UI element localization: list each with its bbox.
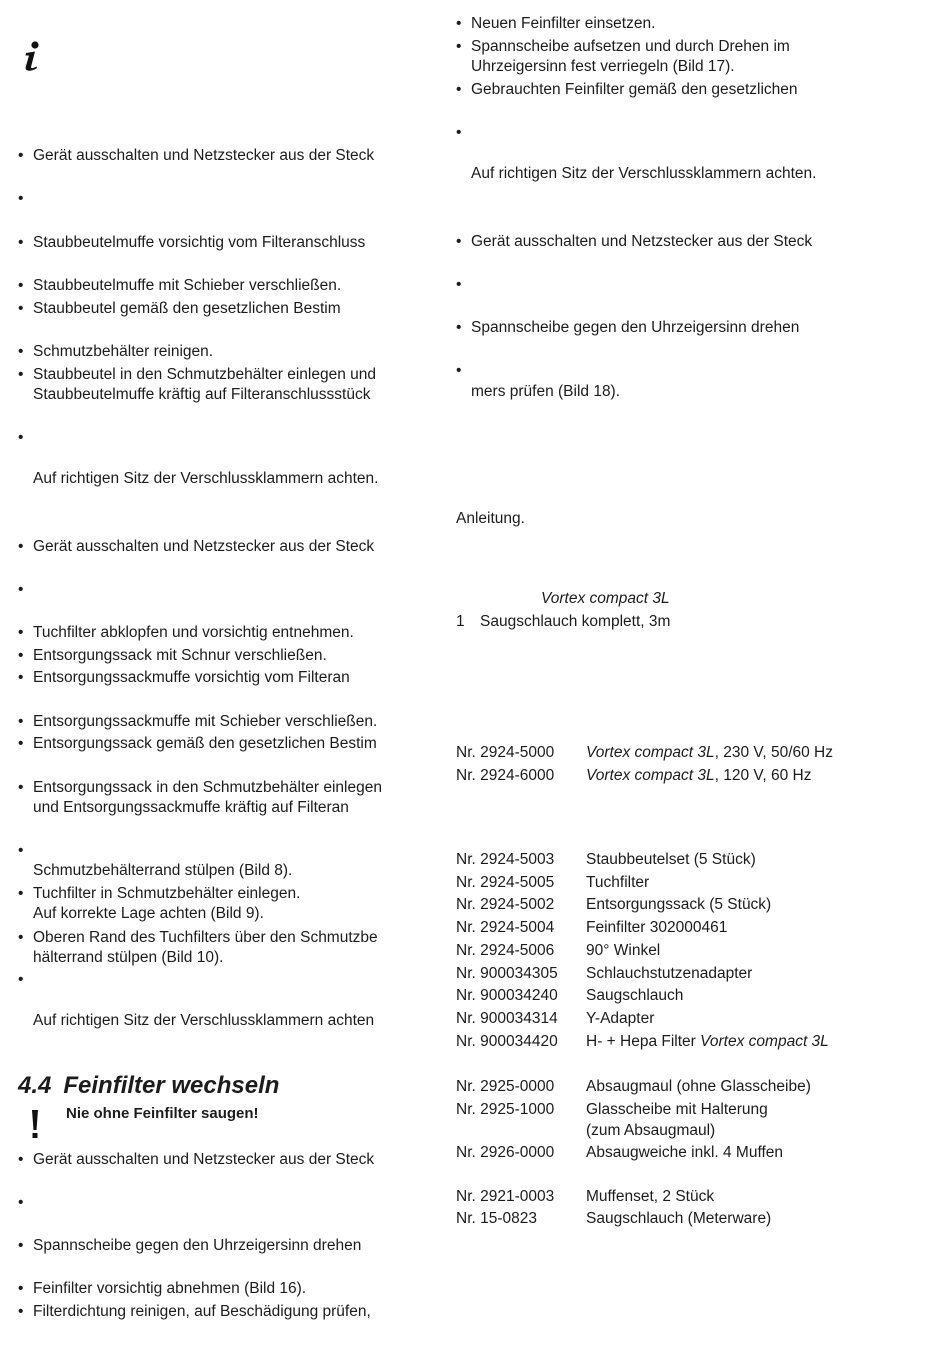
accessory-nr: Nr. 2925-0000 (456, 1078, 555, 1095)
part-nr: Nr. 900034420 (456, 1033, 558, 1050)
bullet: • (456, 319, 462, 336)
list-item: Entsorgungssack mit Schnur verschließen. (33, 647, 327, 664)
warning-text: Nie ohne Feinfilter saugen! (66, 1105, 259, 1122)
list-item: Staubbeutel in den Schmutzbehälter einlegen und (33, 366, 376, 383)
list-item: Gerät ausschalten und Netzstecker aus der Steck (33, 1151, 375, 1168)
model-desc: Vortex compact 3L, 230 V, 50/60 Hz (586, 744, 834, 761)
bullet: • (18, 669, 24, 686)
list-item-cont: und Entsorgungssackmuffe kräftig auf Filteran (33, 799, 349, 816)
bullet: • (18, 1237, 24, 1254)
part-desc: Staubbeutelset (5 Stück) (586, 851, 756, 868)
accessory-desc: Absaugmaul (ohne Glasscheibe) (586, 1078, 811, 1095)
part-nr: Nr. 900034240 (456, 987, 558, 1004)
accessory-nr: Nr. 2925-1000 (456, 1101, 555, 1118)
list-item: Tuchfilter in Schmutzbehälter einlegen. (33, 885, 301, 902)
bullet: • (18, 713, 24, 730)
text-line: Auf richtigen Sitz der Verschlussklammern achten. (33, 470, 379, 487)
bullet: • (456, 233, 462, 250)
part-desc: 90° Winkel (586, 942, 661, 959)
bullet: • (456, 81, 462, 98)
bullet: • (18, 234, 24, 251)
part-desc: Y-Adapter (586, 1010, 655, 1027)
part-desc: Schlauchstutzenadapter (586, 965, 753, 982)
bullet: • (456, 276, 462, 293)
model-nr: Nr. 2924-6000 (456, 767, 555, 784)
bullet: • (18, 147, 24, 164)
extra-desc: Muffenset, 2 Stück (586, 1188, 715, 1205)
list-item-cont: Uhrzeigersinn fest verriegeln (Bild 17). (471, 58, 735, 75)
text-line: Auf richtigen Sitz der Verschlussklammern achten (33, 1012, 375, 1029)
list-item: Gerät ausschalten und Netzstecker aus der Steck (33, 147, 375, 164)
part-nr: Nr. 2924-5004 (456, 919, 555, 936)
list-item-cont: Staubbeutelmuffe kräftig auf Filteranschlussstück (33, 386, 371, 403)
bullet: • (18, 885, 24, 902)
bullet: • (18, 1280, 24, 1297)
text-line: Anleitung. (456, 510, 525, 527)
bullet: • (18, 647, 24, 664)
part-nr: Nr. 2924-5002 (456, 896, 555, 913)
extra-nr: Nr. 15-0823 (456, 1210, 537, 1227)
accessory-desc: Glasscheibe mit Halterung (586, 1101, 768, 1118)
list-item: Staubbeutel gemäß den gesetzlichen Bestim (33, 300, 341, 317)
bullet: • (18, 929, 24, 946)
bullet: • (18, 971, 24, 988)
list-item: Gerät ausschalten und Netzstecker aus der Steck (33, 538, 375, 555)
part-desc: Saugschlauch (586, 987, 684, 1004)
list-item-cont: mers prüfen (Bild 18). (471, 383, 621, 400)
list-item: Neuen Feinfilter einsetzen. (471, 15, 656, 32)
model-desc: Vortex compact 3L, 120 V, 60 Hz (586, 767, 812, 784)
bullet: • (18, 779, 24, 796)
part-desc: H- + Hepa Filter Vortex compact 3L (586, 1033, 829, 1050)
list-item: Tuchfilter abklopfen und vorsichtig entnehmen. (33, 624, 354, 641)
part-desc: Feinfilter 302000461 (586, 919, 728, 936)
part-desc: Tuchfilter (586, 874, 650, 891)
list-item: Gerät ausschalten und Netzstecker aus der Steck (471, 233, 813, 250)
scope-qty: 1 (456, 613, 465, 630)
bullet: • (18, 1194, 24, 1211)
list-item-cont: Schmutzbehälterrand stülpen (Bild 8). (33, 862, 293, 879)
part-nr: Nr. 900034314 (456, 1010, 558, 1027)
list-item: Gebrauchten Feinfilter gemäß den gesetzlichen (471, 81, 798, 98)
bullet: • (456, 124, 462, 141)
bullet: • (18, 277, 24, 294)
list-item: Entsorgungssack gemäß den gesetzlichen Bestim (33, 735, 377, 752)
bullet: • (18, 1303, 24, 1320)
list-item: Schmutzbehälter reinigen. (33, 343, 214, 360)
bullet: • (18, 581, 24, 598)
bullet: • (18, 300, 24, 317)
text-line: Auf richtigen Sitz der Verschlussklammern achten. (471, 165, 817, 182)
accessory-desc-cont: (zum Absaugmaul) (586, 1122, 716, 1139)
info-icon (22, 40, 44, 72)
scope-product: Vortex compact 3L (541, 590, 670, 607)
bullet: • (18, 366, 24, 383)
bullet: • (18, 842, 24, 859)
list-item-cont: hälterrand stülpen (Bild 10). (33, 949, 224, 966)
list-item: Spannscheibe aufsetzen und durch Drehen im (471, 38, 790, 55)
list-item: Entsorgungssack in den Schmutzbehälter einlegen (33, 779, 382, 796)
list-item: Spannscheibe gegen den Uhrzeigersinn drehen (471, 319, 800, 336)
bullet: • (18, 624, 24, 641)
extra-desc: Saugschlauch (Meterware) (586, 1210, 772, 1227)
list-item: Oberen Rand des Tuchfilters über den Schmutzbe (33, 929, 378, 946)
model-nr: Nr. 2924-5000 (456, 744, 555, 761)
part-nr: Nr. 900034305 (456, 965, 558, 982)
bullet: • (18, 429, 24, 446)
bullet: • (456, 38, 462, 55)
list-item: Filterdichtung reinigen, auf Beschädigung prüfen, (33, 1303, 371, 1320)
part-nr: Nr. 2924-5003 (456, 851, 555, 868)
scope-item: Saugschlauch komplett, 3m (480, 613, 671, 630)
bullet: • (456, 15, 462, 32)
list-item: Feinfilter vorsichtig abnehmen (Bild 16). (33, 1280, 307, 1297)
bullet: • (18, 735, 24, 752)
part-nr: Nr. 2924-5006 (456, 942, 555, 959)
section-heading (18, 1070, 279, 1102)
accessory-desc: Absaugweiche inkl. 4 Muffen (586, 1144, 784, 1161)
list-item: Spannscheibe gegen den Uhrzeigersinn drehen (33, 1237, 362, 1254)
bullet: • (18, 538, 24, 555)
warning-icon (30, 1110, 40, 1140)
list-item: Staubbeutelmuffe vorsichtig vom Filteranschluss (33, 234, 366, 251)
list-item: Entsorgungssackmuffe mit Schieber verschließen. (33, 713, 378, 730)
bullet: • (18, 1151, 24, 1168)
part-desc: Entsorgungssack (5 Stück) (586, 896, 772, 913)
section-number: 4.4 (18, 1072, 52, 1099)
list-item-cont: Auf korrekte Lage achten (Bild 9). (33, 905, 264, 922)
bullet: • (18, 343, 24, 360)
section-title: Feinfilter wechseln (63, 1072, 280, 1099)
list-item: Staubbeutelmuffe mit Schieber verschließen. (33, 277, 342, 294)
bullet: • (18, 190, 24, 207)
part-nr: Nr. 2924-5005 (456, 874, 555, 891)
list-item: Entsorgungssackmuffe vorsichtig vom Filteran (33, 669, 350, 686)
bullet: • (456, 362, 462, 379)
extra-nr: Nr. 2921-0003 (456, 1188, 555, 1205)
accessory-nr: Nr. 2926-0000 (456, 1144, 555, 1161)
